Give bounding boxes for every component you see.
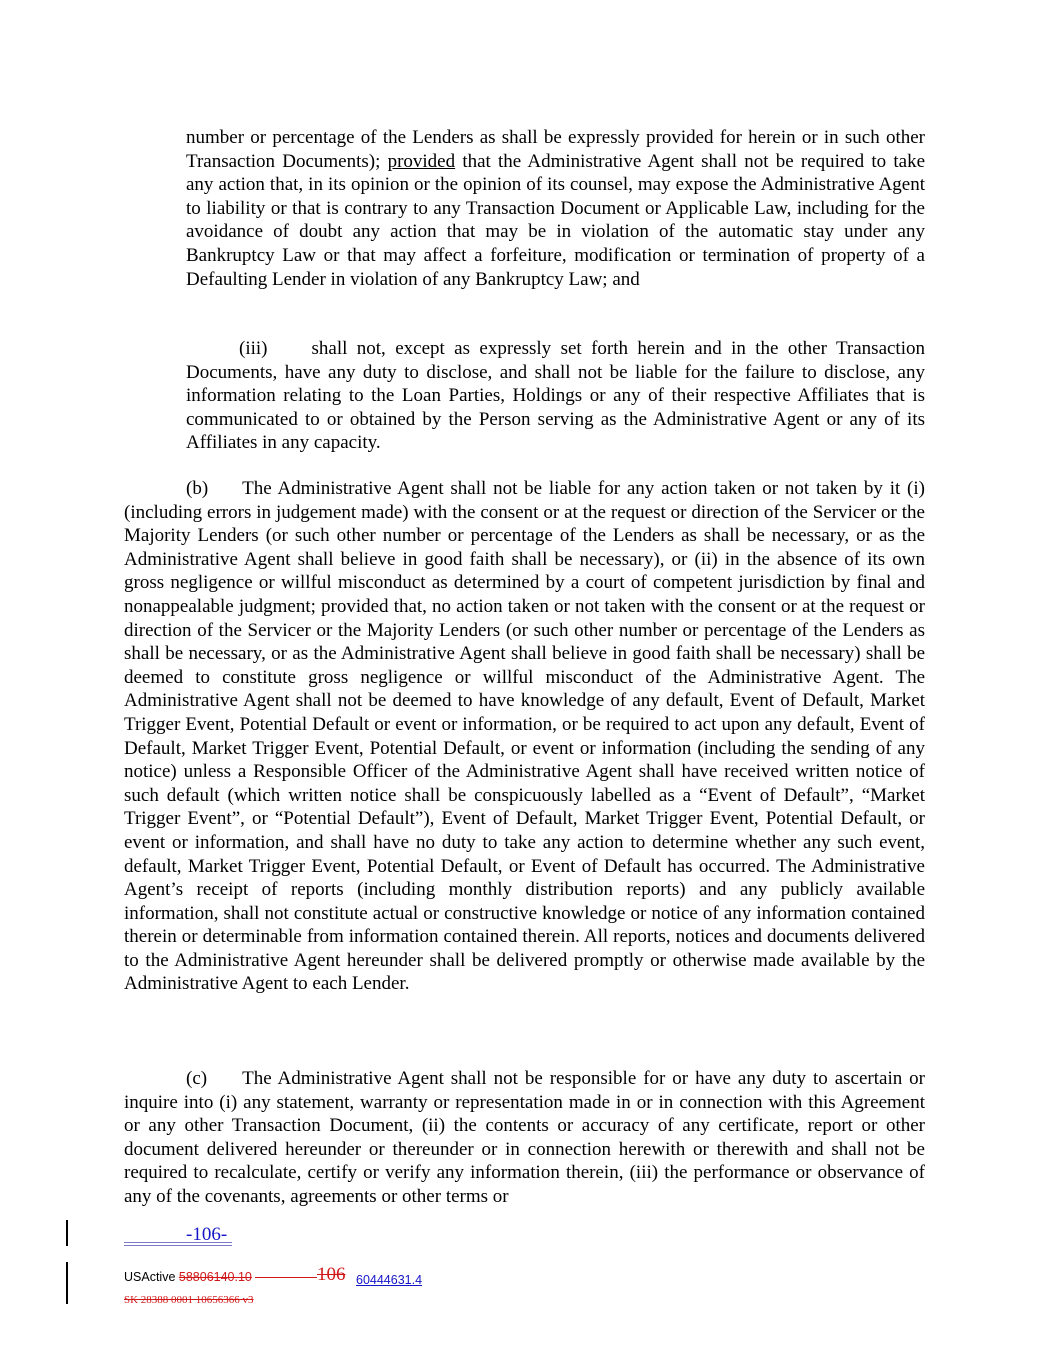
paragraph-b: [124, 477, 925, 996]
deleted-doc-id: 58806140.10: [178, 1270, 252, 1284]
change-bar: [66, 1220, 68, 1246]
clause-number-iii: (iii): [239, 338, 268, 359]
provided-underlined: provided: [387, 150, 456, 172]
change-bar: [66, 1262, 68, 1304]
doc-prefix: USActive: [124, 1270, 179, 1284]
deleted-page-number: 106: [317, 1264, 346, 1285]
paragraph-iii-text: shall not, except as expressly set forth herein and in the other Transaction Documents, have any duty to disclose, and shall not be liable for the failure to disclose, any information relating to the Loan Parties, Holdings or any of their respective Affiliates that is communicated to or obtained by the Person serving as the Administrative Agent or any of its Affiliates in any capacity.: [186, 338, 925, 454]
clause-number-c: (c): [186, 1068, 208, 1089]
doc-id-row: [124, 1266, 252, 1290]
page-number: -106-: [186, 1224, 228, 1245]
clause-number-b: (b): [186, 478, 209, 499]
paragraph-b-text: The Administrative Agent shall not be liable for any action taken or not taken by it (i) (including errors in judgement made) with the consent or at the request or direction of the Servicer or the Majority Lenders (or such other number or percentage of the Lenders as shall be necessary, or as the Administrative Agent shall believe in good faith shall be necessary), or (ii) in the absence of its own gross negligence or willful misconduct as determined by a court of competent jurisdiction by final and nonappealable judgment; provided that, no action taken or not taken with the consent or at the request or direction of the Servicer or the Majority Lenders (or such other number or percentage of the Lenders as shall be necessary, or as the Administrative Agent shall believe in good faith shall be necessary) shall be deemed to constitute gross negligence or willful misconduct of the Administrative Agent. The Administrative Agent shall not be deemed to have knowledge of any default, Event of Default, Market Trigger Event, Potential Default or event or information, or be required to act upon any default, Event of Default, Market Trigger Event, Potential Default, or event or information (including the sending of any notice) unless a Responsible Officer of the Administrative Agent shall have received written notice of such default (which written notice shall be conspicuously labelled as a “Event of Default”, “Market Trigger Event”, or “Potential Default”), Event of Default, Market Trigger Event, Potential Default, or event or information, and shall have no duty to take any action to determine whether any such event, default, Market Trigger Event, Potential Default, or Event of Default has occurred. The Administrative Agent’s receipt of reports (including monthly distribution reports) and any publicly available information, shall not constitute actual or constructive knowledge or notice of any information contained therein or determinable from information contained therein. All reports, notices and documents delivered to the Administrative Agent hereunder shall be delivered promptly or otherwise made available by the Administrative Agent to each Lender.: [124, 478, 925, 995]
inserted-doc-id: 60444631.4: [356, 1273, 423, 1287]
paragraph-continuation: [186, 126, 925, 291]
paragraph-c: [124, 1067, 925, 1209]
paragraph-c-text: The Administrative Agent shall not be responsible for or have any duty to ascertain or inquire into (i) any statement, warranty or representation made in or in connection with this Agreement or any other Transaction Document, (ii) the contents or accuracy of any certificate, report or other document delivered hereunder or thereunder or in connection herewith or therewith and shall not be required to recalculate, certify or verify any information therein, (iii) the performance or observance of any of the covenants, agreements or other terms or: [124, 1068, 925, 1207]
p1-text-a: number or percentage of the Lenders as shall be expressly provided for herein or in such other Transaction Documents);: [186, 127, 925, 172]
p1-text-b: that the Administrative Agent shall not be required to take any action that, in its opinion or the opinion of its counsel, may expose the Administrative Agent to liability or that is contrary to any Transaction Document or Applicable Law, including for the avoidance of doubt any action that may be in violation of the automatic stay under any Bankruptcy Law or that may affect a forfeiture, modification or termination of property of a Defaulting Lender in violation of any Bankruptcy Law; and: [186, 150, 925, 290]
paragraph-iii: [186, 337, 925, 455]
deleted-strike-line: [255, 1277, 317, 1278]
deleted-sk-id: SK 28388 0001 10656366 v3: [124, 1294, 254, 1306]
